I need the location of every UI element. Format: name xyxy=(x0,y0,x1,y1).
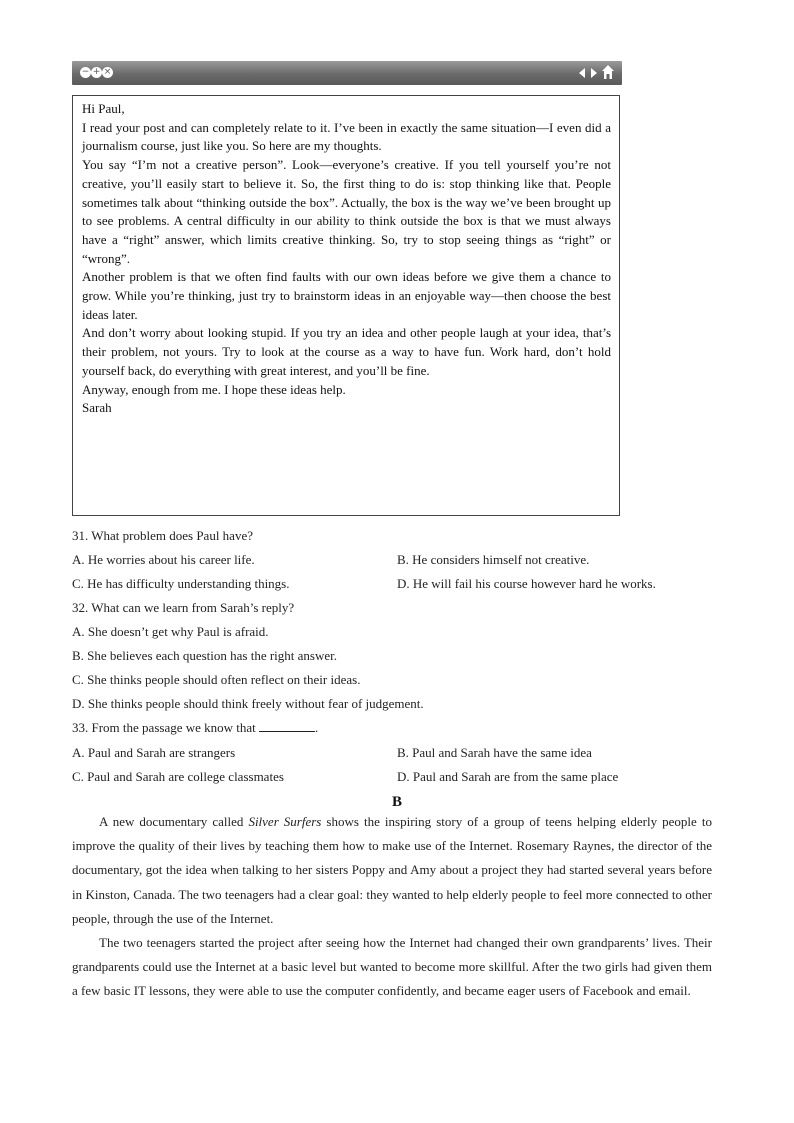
minus-icon[interactable]: − xyxy=(81,67,90,77)
home-icon[interactable] xyxy=(601,64,615,80)
paragraph-1-lead: A new documentary called xyxy=(99,814,249,829)
question-31-option-d[interactable]: D. He will fail his course however hard he works. xyxy=(397,576,656,591)
question-33-stem-text: 33. From the passage we know that xyxy=(72,720,256,735)
letter-greeting: Hi Paul, xyxy=(82,101,125,116)
letter-paragraph-2: You say “I’m not a creative person”. Look—everyone’s creative. If you tell yourself you’re not creative, you’ll easily start to believe it. So, the first thing to do is: stop thinking like that. People sometimes talk about “thinking outside the box”. Actually, the box is the way we’ve been brought up to see problems. A central difficulty in our ability to think outside the box is that we must always have a “right” answer, which limits creative thinking. So, try to stop seeing things as “right” or “wrong”. xyxy=(82,157,611,266)
question-33-option-b[interactable]: B. Paul and Sarah have the same idea xyxy=(397,745,592,760)
letter-paragraph-1: I read your post and can completely relate to it. I’ve been in exactly the same situation—I even did a journalism course, just like you. So here are my thoughts. xyxy=(82,119,611,154)
letter-paragraph-3: Another problem is that we often find faults with our own ideas before we give them a chance to grow. While you’re thinking, just try to brainstorm ideas in an enjoyable way—then choose the best ideas later. xyxy=(82,269,611,322)
documentary-title: Silver Surfers xyxy=(248,814,322,829)
question-33-stem xyxy=(72,720,318,736)
question-33-option-c[interactable]: C. Paul and Sarah are college classmates xyxy=(72,769,284,784)
browser-toolbar xyxy=(72,61,622,85)
reply-window xyxy=(72,95,620,516)
question-31-stem: 31. What problem does Paul have? xyxy=(72,528,253,543)
question-32-stem: 32. What can we learn from Sarah’s reply? xyxy=(72,600,295,615)
question-32-option-d[interactable]: D. She thinks people should think freely without fear of judgement. xyxy=(72,696,424,711)
forward-arrow-icon[interactable] xyxy=(588,66,600,80)
letter-paragraph-4: And don’t worry about looking stupid. If you try an idea and other people laugh at your idea, that’s their problem, not yours. Try to look at the course as a way to have fun. Work hard, don’t hold yourself back, do everything with great interest, and you’ll be fine. xyxy=(82,325,611,378)
question-31-option-c[interactable]: C. He has difficulty understanding things. xyxy=(72,576,290,591)
answer-blank xyxy=(259,720,315,732)
back-arrow-icon[interactable] xyxy=(576,66,588,80)
letter-signature: Sarah xyxy=(82,400,112,416)
close-icon[interactable]: × xyxy=(103,67,112,77)
passage-paragraph-2: The two teenagers started the project after seeing how the Internet had changed their own grandparents’ lives. Their grandparents could use the Internet at a basic level but wanted to become more skillful. After the two girls had given them a few basic IT lessons, they were able to use the computer confidently, and became eager users of Facebook and email. xyxy=(72,935,712,999)
question-33-option-d[interactable]: D. Paul and Sarah are from the same place xyxy=(397,769,619,784)
question-32-option-b[interactable]: B. She believes each question has the right answer. xyxy=(72,648,337,663)
question-32-option-c[interactable]: C. She thinks people should often reflect on their ideas. xyxy=(72,672,361,687)
question-33-option-a[interactable]: A. Paul and Sarah are strangers xyxy=(72,745,236,760)
plus-icon[interactable]: + xyxy=(92,67,101,77)
question-32-option-a[interactable]: A. She doesn’t get why Paul is afraid. xyxy=(72,624,269,639)
passage-paragraph-1 xyxy=(72,810,712,931)
letter-paragraph-5: Anyway, enough from me. I hope these ideas help. xyxy=(82,381,346,397)
question-33-stem-end: . xyxy=(315,720,319,735)
question-31-option-a[interactable]: A. He worries about his career life. xyxy=(72,552,255,567)
paragraph-1-body: shows the inspiring story of a group of teens helping elderly people to improve the quality of their lives by teaching them how to make use of the Internet. Rosemary Raynes, the director of the documentary, got the idea when talking to her sisters Poppy and Amy about a project they had started several years before in Kinston, Canada. The two teenagers had a clear goal: they wanted to help elderly people to feel more connected to other people, through the use of the Internet. xyxy=(72,814,712,926)
section-heading: B xyxy=(391,794,402,810)
question-31-option-b[interactable]: B. He considers himself not creative. xyxy=(397,552,590,567)
passage-b xyxy=(72,810,712,1004)
